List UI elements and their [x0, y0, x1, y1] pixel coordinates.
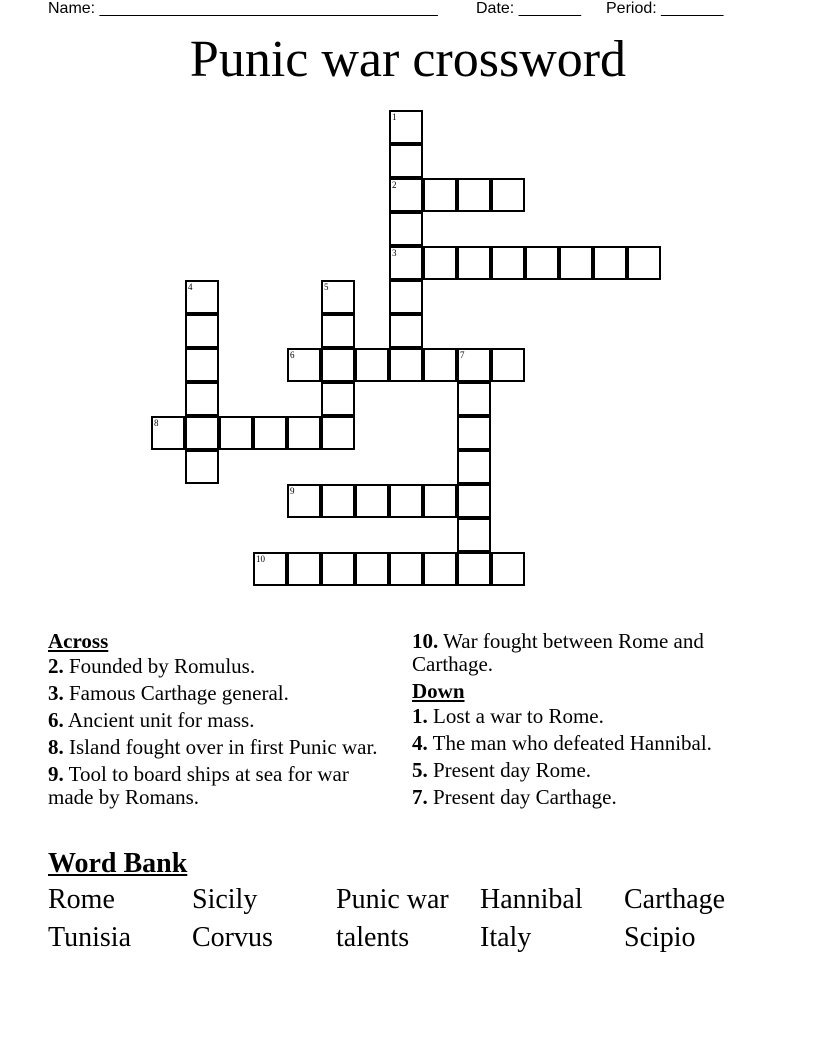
grid-cell[interactable]	[389, 552, 423, 586]
clue-number: 9	[290, 486, 295, 496]
down-clue-7: 7. Present day Carthage.	[412, 785, 617, 809]
grid-cell[interactable]	[321, 552, 355, 586]
grid-cell[interactable]	[355, 348, 389, 382]
grid-cell[interactable]	[423, 178, 457, 212]
grid-cell[interactable]	[423, 552, 457, 586]
grid-cell[interactable]	[491, 552, 525, 586]
grid-cell[interactable]	[185, 416, 219, 450]
grid-cell[interactable]	[423, 484, 457, 518]
grid-cell[interactable]	[491, 246, 525, 280]
grid-cell[interactable]	[389, 178, 423, 212]
across-clue-10: 10. War fought between Rome and Carthage.	[412, 629, 704, 676]
clue-number: 5	[324, 282, 329, 292]
clue-number: 10	[256, 554, 265, 564]
grid-cell[interactable]	[457, 416, 491, 450]
grid-cell[interactable]	[627, 246, 661, 280]
grid-cell[interactable]	[321, 484, 355, 518]
grid-cell[interactable]	[457, 450, 491, 484]
grid-cell[interactable]	[593, 246, 627, 280]
grid-cell[interactable]	[389, 280, 423, 314]
grid-cell[interactable]	[321, 348, 355, 382]
grid-cell[interactable]	[491, 178, 525, 212]
grid-cell[interactable]	[185, 382, 219, 416]
grid-cell[interactable]	[219, 416, 253, 450]
grid-cell[interactable]	[287, 552, 321, 586]
grid-cell[interactable]	[355, 552, 389, 586]
grid-cell[interactable]	[423, 246, 457, 280]
down-clue-5: 5. Present day Rome.	[412, 758, 592, 782]
word-bank-word: Tunisia	[48, 922, 132, 953]
clue-number: 1	[392, 112, 397, 122]
word-bank-title: Word Bank	[48, 848, 188, 879]
grid-cell[interactable]	[321, 416, 355, 450]
down-heading: Down	[412, 679, 465, 703]
clues-right-column	[412, 630, 762, 813]
date-line: Date: _______	[476, 0, 581, 17]
word-bank-word: talents	[336, 922, 410, 953]
clue-number: 6	[290, 350, 295, 360]
grid-cell[interactable]	[321, 314, 355, 348]
grid-cell[interactable]	[185, 314, 219, 348]
across-clue-3: 3. Famous Carthage general.	[48, 681, 289, 705]
grid-cell[interactable]	[389, 110, 423, 144]
clue-number: 7	[460, 350, 465, 360]
across-clue-8: 8. Island fought over in first Punic war.	[48, 735, 378, 759]
clues-left-column	[48, 630, 383, 813]
word-bank-word: Italy	[480, 922, 532, 953]
word-bank-word: Rome	[48, 884, 115, 915]
grid-cell[interactable]	[457, 382, 491, 416]
period-line: Period: _______	[606, 0, 724, 17]
grid-cell[interactable]	[423, 348, 457, 382]
grid-cell[interactable]	[389, 212, 423, 246]
grid-cell[interactable]	[389, 144, 423, 178]
grid-cell[interactable]	[389, 246, 423, 280]
grid-cell[interactable]	[457, 518, 491, 552]
across-heading: Across	[48, 629, 109, 653]
word-bank-word: Sicily	[192, 884, 258, 915]
grid-cell[interactable]	[389, 348, 423, 382]
word-bank-word: Hannibal	[480, 884, 583, 915]
grid-cell[interactable]	[457, 484, 491, 518]
clue-number: 3	[392, 248, 397, 258]
grid-cell[interactable]	[457, 552, 491, 586]
down-clue-1: 1. Lost a war to Rome.	[412, 704, 604, 728]
clue-number: 2	[392, 180, 397, 190]
grid-cell[interactable]	[457, 348, 491, 382]
grid-cell[interactable]	[457, 246, 491, 280]
word-bank-word: Corvus	[192, 922, 273, 953]
grid-cell[interactable]	[525, 246, 559, 280]
grid-cell[interactable]	[355, 484, 389, 518]
grid-cell[interactable]	[389, 314, 423, 348]
name-line: Name: ______________________________________	[48, 0, 438, 17]
grid-cell[interactable]	[185, 348, 219, 382]
across-clue-6: 6. Ancient unit for mass.	[48, 708, 255, 732]
grid-cell[interactable]	[321, 382, 355, 416]
grid-cell[interactable]	[253, 552, 287, 586]
grid-cell[interactable]	[185, 450, 219, 484]
clue-number: 4	[188, 282, 193, 292]
page-title: Punic war crossword	[189, 31, 627, 88]
grid-cell[interactable]	[253, 416, 287, 450]
grid-cell[interactable]	[287, 484, 321, 518]
clue-number: 8	[154, 418, 159, 428]
across-clue-9: 9. Tool to board ships at sea for war made by Romans.	[48, 762, 349, 809]
grid-cell[interactable]	[321, 280, 355, 314]
word-bank-word: Scipio	[624, 922, 696, 953]
grid-cell[interactable]	[457, 178, 491, 212]
grid-cell[interactable]	[287, 416, 321, 450]
word-bank-word: Carthage	[624, 884, 726, 915]
grid-cell[interactable]	[185, 280, 219, 314]
grid-cell[interactable]	[287, 348, 321, 382]
grid-cell[interactable]	[389, 484, 423, 518]
down-clue-4: 4. The man who defeated Hannibal.	[412, 731, 712, 755]
grid-cell[interactable]	[559, 246, 593, 280]
across-clue-2: 2. Founded by Romulus.	[48, 654, 256, 678]
grid-cell[interactable]	[151, 416, 185, 450]
grid-cell[interactable]	[491, 348, 525, 382]
word-bank-word: Punic war	[336, 884, 449, 915]
